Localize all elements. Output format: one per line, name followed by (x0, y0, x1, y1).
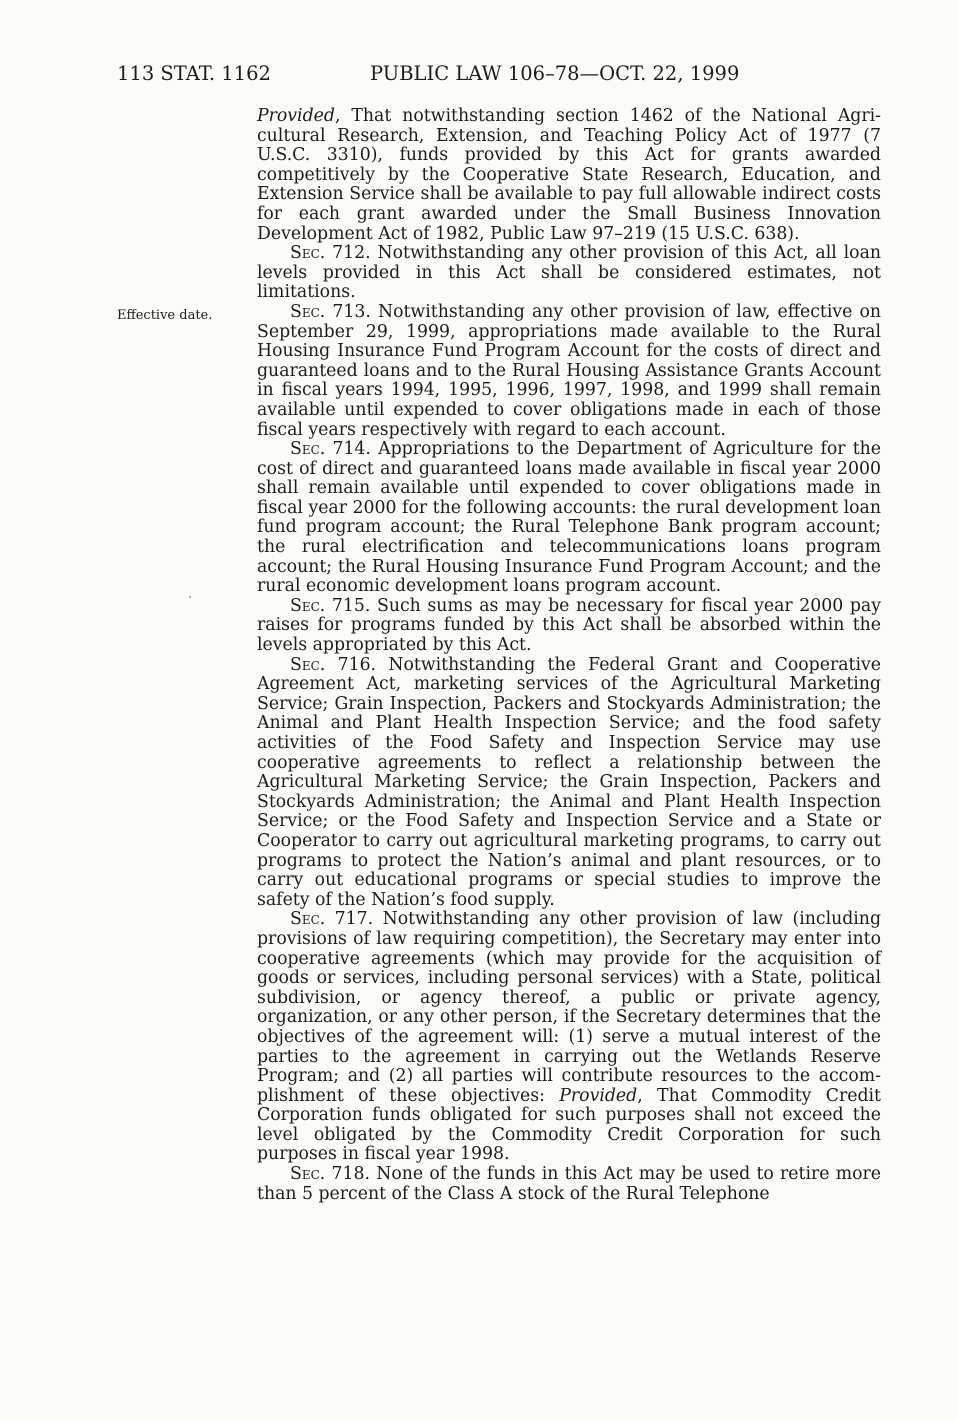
proviso-text: , That notwithstanding section 1462 of the National Agricultural Research, Extension, and Teaching Policy Act of 1977 (7 U.S.C. 3310), funds provided by this Act for grants awarded competitively by the Cooperative State Research, Education, and Extension Service shall be available to pay full allowable indirect costs for each grant awarded under the Small Business Innovation Development Act of 1982, Public Law 97–219 (15 U.S.C. 638). (257, 106, 881, 244)
paragraph-sec-716 (257, 656, 881, 911)
paragraph-sec-712 (257, 244, 881, 303)
law-title: PUBLIC LAW 106–78—OCT. 22, 1999 (370, 62, 740, 85)
paragraph-sec-713 (257, 303, 881, 440)
section-label: Sec. 717. (290, 909, 374, 930)
section-text: Notwithstanding any other provision of law (including provisions of law requiring competition), the Secretary may enter into cooperative agreements (which may provide for the acquisition of goods or services, including personal services) with a State, political subdivision, or agency thereof, a public or private agency, organization, or any other person, if the Secretary determines that the objectives of the agreement will: (1) serve a mutual interest of the parties to the agreement in carrying out the Wetlands Reserve Program; and (2) all parties will contribute resources to the accomplishment of these objectives: (257, 909, 882, 1106)
proviso-lead: Provided (257, 106, 335, 126)
stat-reference: 113 STAT. 1162 (117, 62, 271, 85)
section-text: Such sums as may be necessary for fiscal year 2000 pay raises for programs funded by this Act shall be absorbed within the levels appropriated by this Act. (257, 595, 881, 656)
paragraph-sec-717 (257, 910, 881, 1165)
section-label: Sec. 716. (290, 654, 377, 675)
margin-note-effective-date: Effective date. (117, 308, 213, 323)
section-text: Notwithstanding the Federal Grant and Cooperative Agreement Act, marketing services of the Agricultural Marketing Service; Grain Inspection, Packers and Stockyards Administration; the Animal and Plant Health Inspection Service; and the food safety activities of the Food Safety and Inspection Service may use cooperative agreements to reflect a relationship between the Agricultural Marketing Service; the Grain Inspection, Packers and Stockyards Administration; the Animal and Plant Health Inspection Service; or the Food Safety and Inspection Service and a State or Cooperator to carry out agricultural marketing programs, to carry out programs to protect the Nation’s animal and plant resources, or to carry out educational programs or special studies to improve the safety of the Nation’s food supply. (257, 654, 881, 910)
section-text: Notwithstanding any other provision of law, effective on September 29, 1999, appropriations made available to the Rural Housing Insurance Fund Program Account for the costs of direct and guaranteed loans and to the Rural Housing Assistance Grants Account in fiscal years 1994, 1995, 1996, 1997, 1998, and 1999 shall remain available until expended to cover obligations made in each of those fiscal years respectively with regard to each account. (257, 301, 881, 440)
paragraph-proviso (257, 107, 881, 244)
statute-body (257, 107, 881, 1204)
proviso-lead: Provided (559, 1085, 638, 1106)
scan-speck (189, 596, 191, 598)
section-text: None of the funds in this Act may be used to retire more than 5 percent of the Class A stock of the Rural Telephone (257, 1164, 881, 1204)
section-label: Sec. 715. (290, 595, 371, 616)
section-label: Sec. 714. (290, 439, 371, 460)
paragraph-sec-714 (257, 440, 881, 597)
section-label: Sec. 712. (290, 243, 371, 264)
paragraph-sec-715 (257, 597, 881, 656)
paragraph-sec-718 (257, 1165, 881, 1204)
section-text: Appropriations to the Department of Agriculture for the cost of direct and guaranteed loans made available in fiscal year 2000 shall remain available until expended to cover obligations made in fiscal year 2000 for the following accounts: the rural development loan fund program account; the Rural Telephone Bank program account; the rural electrification and telecommunications loans program account; the Rural Housing Insurance Fund Program Account; and the rural economic development loans program account. (257, 439, 882, 597)
section-label: Sec. 713. (290, 301, 371, 322)
section-text: Notwithstanding any other provision of this Act, all loan levels provided in this Act shall be considered estimates, not limitations. (257, 243, 881, 303)
section-text-continued: , That Commodity Credit Corporation funds obligated for such purposes shall not exceed the level obligated by the Commodity Credit Corporation for such purposes in fiscal year 1998. (257, 1085, 881, 1165)
running-header (117, 62, 817, 86)
section-label: Sec. 718. (290, 1164, 370, 1185)
